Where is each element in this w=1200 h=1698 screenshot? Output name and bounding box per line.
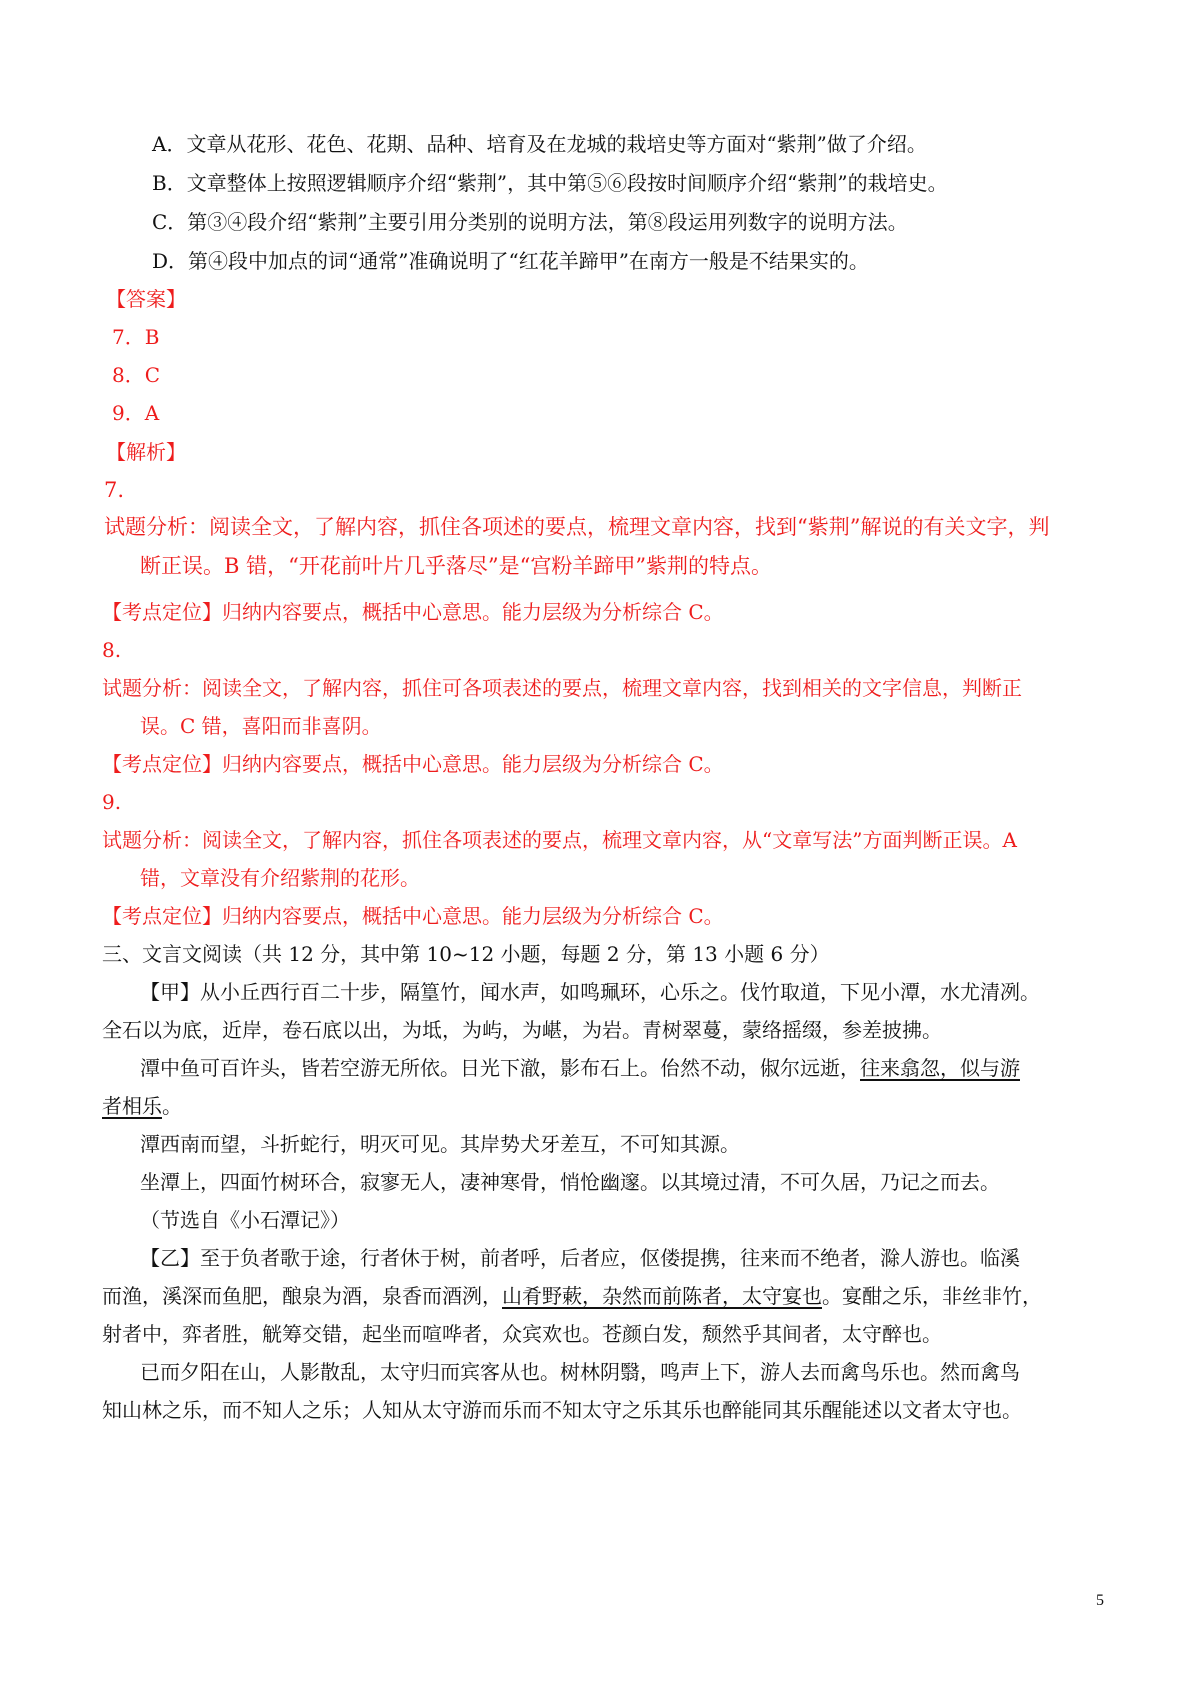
q8-analysis-line1: 试题分析：阅读全文，了解内容，抓住可各项表述的要点，梳理文章内容，找到相关的文字信息，判断正 [102, 676, 1022, 700]
section3-heading: 三、文言文阅读（共 12 分，其中第 10~12 小题，每题 2 分，第 13 小题 6 分） [102, 942, 830, 966]
q7-number: 7. [104, 478, 125, 502]
q9-analysis-line2: 错，文章没有介绍紫荆的花形。 [140, 866, 420, 890]
answer-heading: 【答案】 [106, 287, 186, 311]
option-a: A．文章从花形、花色、花期、品种、培育及在龙城的栽培史等方面对“紫荆”做了介绍。 [152, 132, 927, 156]
page-number: 5 [1096, 1592, 1104, 1609]
jia-p3: 潭西南而望，斗折蛇行，明灭可见。其岸势犬牙差互，不可知其源。 [140, 1132, 740, 1156]
jia-p4: 坐潭上，四面竹树环合，寂寥无人，凄神寒骨，悄怆幽邃。以其境过清，不可久居，乃记之而去。 [140, 1170, 1000, 1194]
q8-kaodian: 【考点定位】归纳内容要点，概括中心意思。能力层级为分析综合 C。 [102, 752, 724, 776]
option-d: D．第④段中加点的词“通常”准确说明了“红花羊蹄甲”在南方一般是不结果实的。 [152, 249, 869, 273]
jia-p2-underlined-1: 往来翕忽，似与游 [860, 1056, 1020, 1080]
analysis-heading: 【解析】 [106, 440, 186, 464]
jia-source: （节选自《小石潭记》） [140, 1208, 350, 1232]
answer-8: 8．C [112, 363, 161, 387]
yi-p1-text-b: 。宴酣之乐，非丝非竹， [822, 1284, 1042, 1308]
answer-9: 9．A [112, 401, 160, 425]
yi-p2-line1: 已而夕阳在山，人影散乱，太守归而宾客从也。树林阴翳，鸣声上下，游人去而禽鸟乐也。然而禽鸟 [140, 1360, 1020, 1384]
option-b: B．文章整体上按照逻辑顺序介绍“紫荆”，其中第⑤⑥段按时间顺序介绍“紫荆”的栽培史。 [152, 171, 948, 195]
jia-p1-line2: 全石以为底，近岸，卷石底以出，为坻，为屿，为嵁，为岩。青树翠蔓，蒙络摇缀，参差披拂。 [102, 1018, 942, 1042]
yi-p1-line1: 【乙】至于负者歌于途，行者休于树，前者呼，后者应，伛偻提携，往来而不绝者，滁人游也。临溪 [140, 1246, 1020, 1270]
q8-analysis-line2: 误。C 错，喜阳而非喜阴。 [140, 714, 382, 738]
jia-p2-underlined-2: 者相乐 [102, 1094, 162, 1118]
q7-kaodian: 【考点定位】归纳内容要点，概括中心意思。能力层级为分析综合 C。 [102, 600, 724, 624]
yi-p1-text-a: 而渔，溪深而鱼肥，酿泉为酒，泉香而酒洌， [102, 1284, 502, 1308]
q9-kaodian: 【考点定位】归纳内容要点，概括中心意思。能力层级为分析综合 C。 [102, 904, 724, 928]
q9-analysis-line1: 试题分析：阅读全文，了解内容，抓住各项表述的要点，梳理文章内容，从“文章写法”方面判断正误。A [102, 828, 1017, 852]
yi-p2-line2: 知山林之乐，而不知人之乐；人知从太守游而乐而不知太守之乐其乐也醉能同其乐醒能述以文者太守也。 [102, 1398, 1022, 1422]
yi-p1-line3: 射者中，弈者胜，觥筹交错，起坐而喧哗者，众宾欢也。苍颜白发，颓然乎其间者，太守醉也。 [102, 1322, 942, 1346]
q9-number: 9. [102, 790, 122, 814]
jia-p1-line1: 【甲】从小丘西行百二十步，隔篁竹，闻水声，如鸣珮环，心乐之。伐竹取道，下见小潭，水尤清冽。 [140, 980, 1040, 1004]
jia-p2-text: 潭中鱼可百许头，皆若空游无所依。日光下澈，影布石上。佁然不动，俶尔远逝， [140, 1056, 860, 1080]
jia-p2-line2 [102, 1092, 1102, 1120]
option-c: C．第③④段介绍“紫荆”主要引用分类别的说明方法，第⑧段运用列数字的说明方法。 [152, 210, 908, 234]
answer-7: 7．B [112, 325, 160, 349]
jia-p2-line1 [140, 1054, 1140, 1082]
q7-analysis-line1: 试题分析：阅读全文，了解内容，抓住各项述的要点，梳理文章内容，找到“紫荆”解说的有关文字，判 [104, 515, 1050, 539]
q8-number: 8. [102, 638, 122, 662]
yi-p1-underlined: 山肴野蔌，杂然而前陈者，太守宴也 [502, 1284, 822, 1308]
jia-p2-end: 。 [162, 1094, 182, 1118]
q7-analysis-line2: 断正误。B 错，“开花前叶片几乎落尽”是“宫粉羊蹄甲”紫荆的特点。 [140, 554, 773, 578]
yi-p1-line2 [102, 1282, 1102, 1310]
